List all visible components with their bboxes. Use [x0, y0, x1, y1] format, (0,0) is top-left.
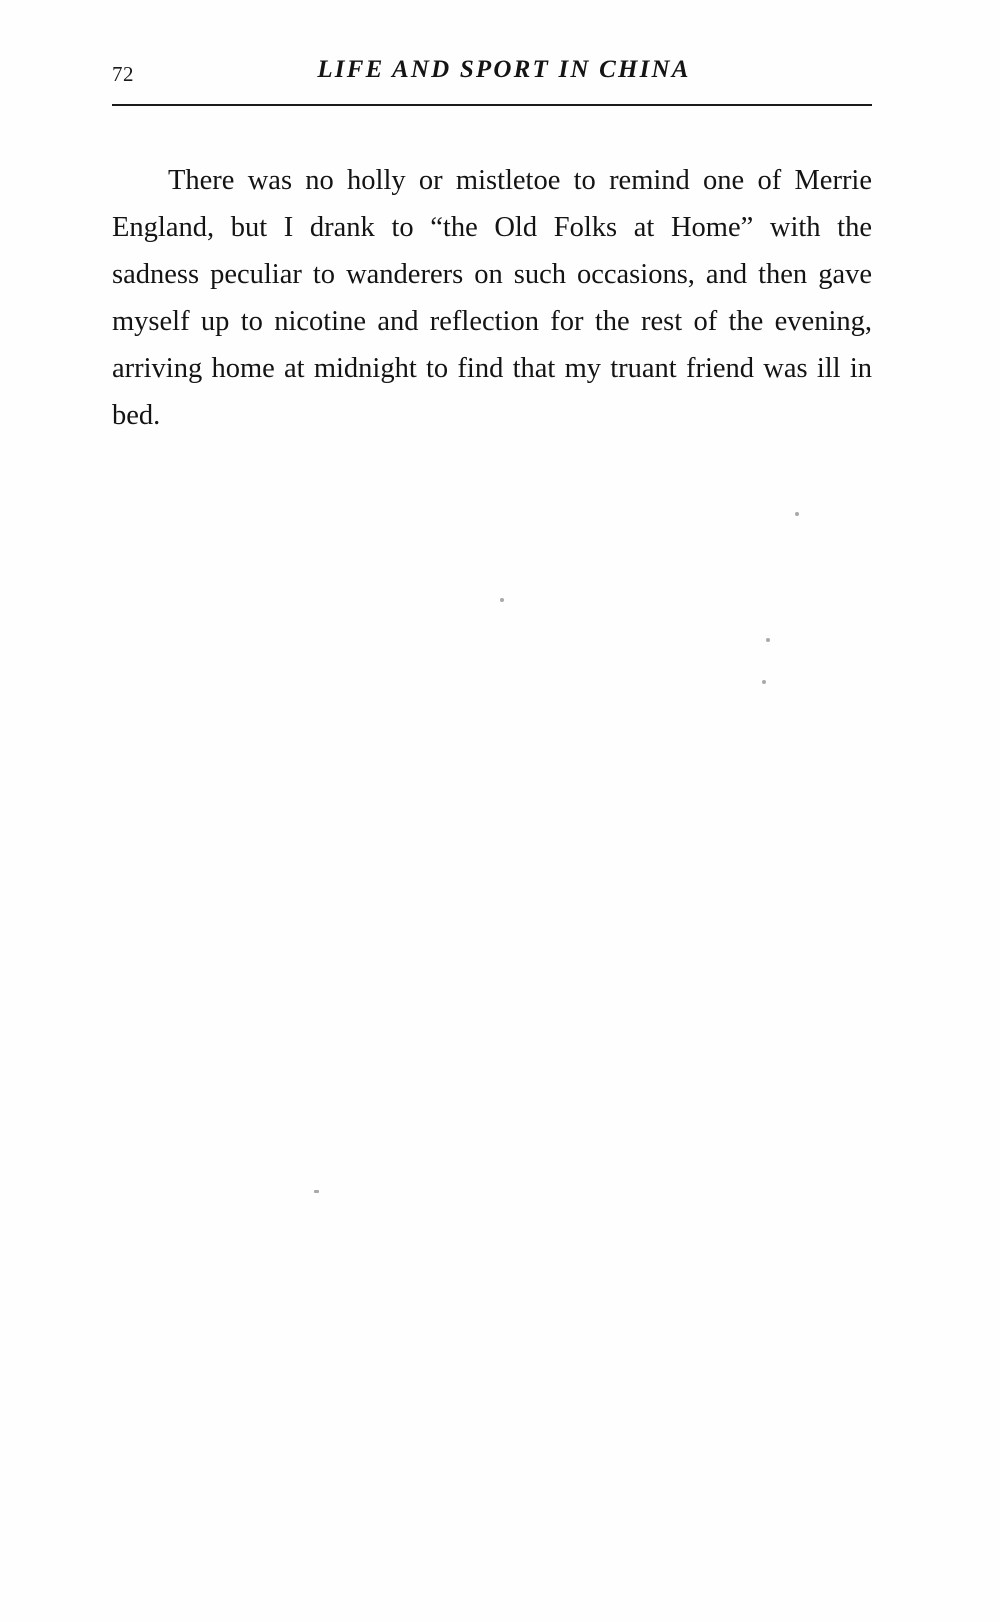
running-head-title: LIFE AND SPORT IN CHINA	[317, 56, 691, 83]
page-speck	[766, 638, 770, 642]
body-paragraph: There was no holly or mistletoe to remind one of Merrie England, but I drank to “the Old Folks at Home” with the sadness peculiar to wanderers on such occasions, and then gave myself up to nicotine and reflection for the rest of the evening, arriving home at midnight to find that my truant friend was ill in bed.	[112, 164, 872, 431]
page-number: 72	[112, 62, 134, 86]
page-speck	[762, 680, 766, 684]
page-speck	[500, 598, 504, 602]
page-header	[112, 56, 872, 96]
page-speck	[795, 512, 799, 516]
header-divider-rule	[112, 104, 872, 106]
page-speck	[314, 1190, 319, 1193]
